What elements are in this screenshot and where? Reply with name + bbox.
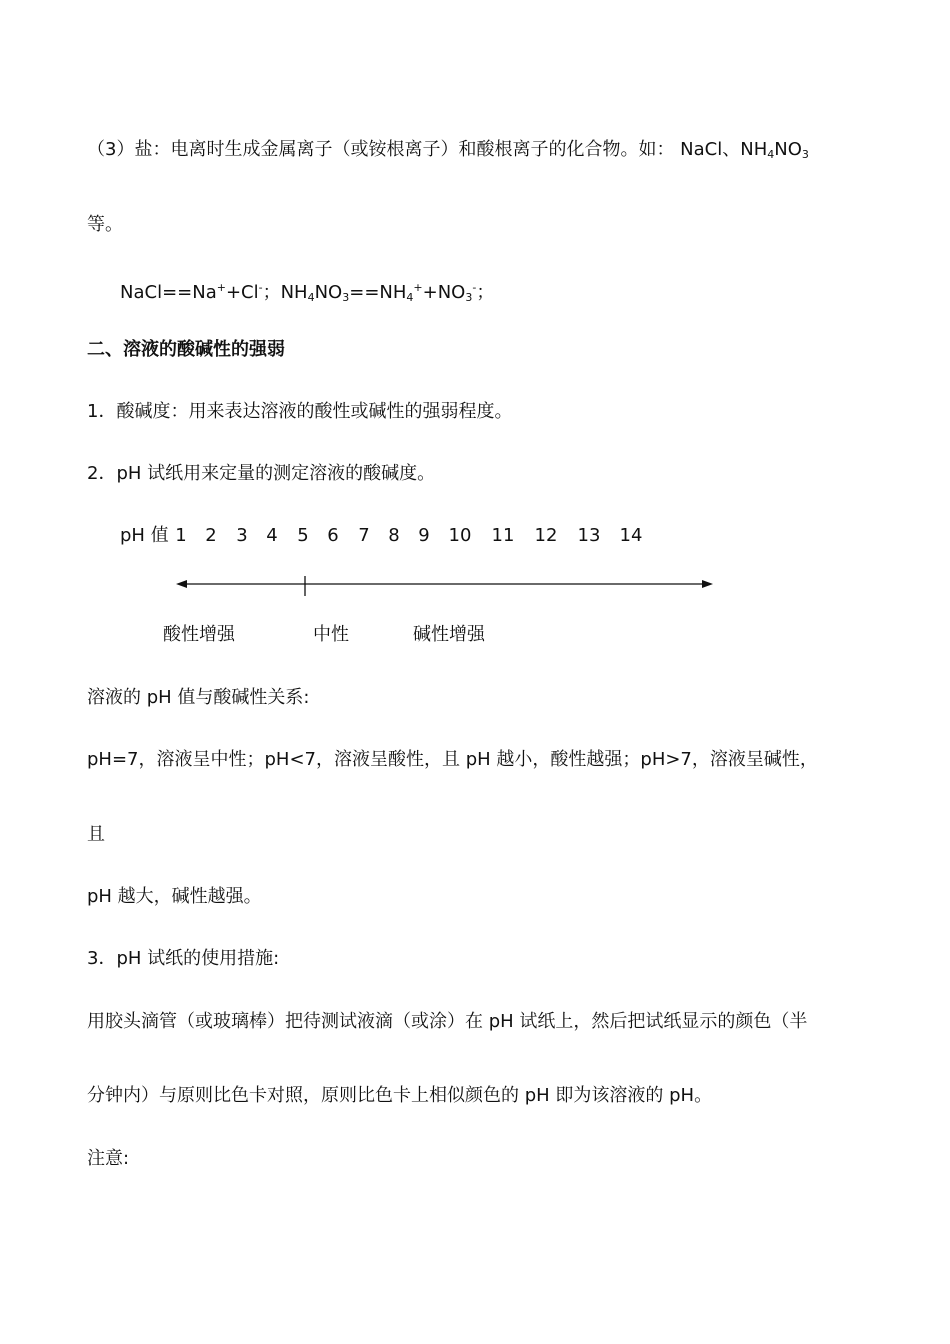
subscript: 3: [465, 291, 473, 304]
salt-definition-text: （3）盐：电离时生成金属离子（或铵根离子）和酸根离子的化合物。如： NaCl、NH: [87, 139, 768, 160]
superscript: +: [413, 281, 423, 294]
relation-line-1: pH=7，溶液呈中性；pH<7，溶液呈酸性，且 pH 越小，酸性越强；pH>7，溶液呈碱性，: [87, 749, 818, 770]
region-acid: 酸性增强: [163, 624, 235, 645]
item-1: 1．酸碱度：用来表达溶液的酸性或碱性的强弱程度。: [87, 401, 513, 422]
ph-scale-label: pH 值: [120, 525, 169, 546]
ph-value-8: 8: [388, 525, 400, 546]
subscript: 4: [767, 148, 775, 161]
ph-value-5: 5: [297, 525, 309, 546]
ph-value-4: 4: [266, 525, 278, 546]
item-2: 2．pH 试纸用来定量的测定溶液的酸碱度。: [87, 463, 436, 484]
item-3: 3．pH 试纸的使用措施:: [87, 948, 280, 969]
superscript: -: [258, 281, 263, 294]
usage-line-2: 分钟内）与原则比色卡对照，原则比色卡上相似颜色的 pH 即为该溶液的 pH。: [87, 1085, 713, 1106]
note-label: 注意:: [87, 1148, 130, 1169]
ph-value-6: 6: [327, 525, 339, 546]
eq-text: ；: [476, 282, 495, 303]
right-arrow-icon: [702, 580, 713, 588]
relation-line-3: pH 越大，碱性越强。: [87, 886, 262, 907]
region-neutral: 中性: [313, 624, 349, 645]
ph-value-7: 7: [358, 525, 370, 546]
eq-text: +NO: [422, 282, 466, 303]
eq-text: NaCl==Na: [120, 282, 217, 303]
eq-text: +Cl: [225, 282, 259, 303]
usage-line-1: 用胶头滴管（或玻璃棒）把待测试液滴（或涂）在 pH 试纸上，然后把试纸显示的颜色（半: [87, 1011, 808, 1032]
subscript: 4: [307, 291, 315, 304]
section-heading: 二、溶液的酸碱性的强弱: [87, 339, 285, 360]
superscript: +: [216, 281, 226, 294]
ph-value-11: 11: [491, 525, 515, 546]
subscript: 3: [801, 148, 809, 161]
superscript: -: [472, 281, 477, 294]
ph-value-13: 13: [577, 525, 601, 546]
salt-definition-text: NO: [774, 139, 802, 160]
ph-value-3: 3: [236, 525, 248, 546]
region-base: 碱性增强: [413, 624, 485, 645]
ph-value-9: 9: [418, 525, 430, 546]
ph-value-14: 14: [619, 525, 643, 546]
ph-value-10: 10: [448, 525, 472, 546]
relation-title: 溶液的 pH 值与酸碱性关系:: [87, 687, 310, 708]
eq-text: NO: [314, 282, 343, 303]
salt-definition-cont: 等。: [87, 214, 123, 235]
ph-value-1: 1: [175, 525, 187, 546]
subscript: 4: [406, 291, 414, 304]
ph-value-12: 12: [534, 525, 558, 546]
relation-line-2: 且: [87, 824, 105, 845]
eq-text: ==NH: [349, 282, 407, 303]
left-arrow-icon: [176, 580, 187, 588]
subscript: 3: [342, 291, 350, 304]
eq-text: ；NH: [262, 282, 308, 303]
ph-value-2: 2: [205, 525, 217, 546]
